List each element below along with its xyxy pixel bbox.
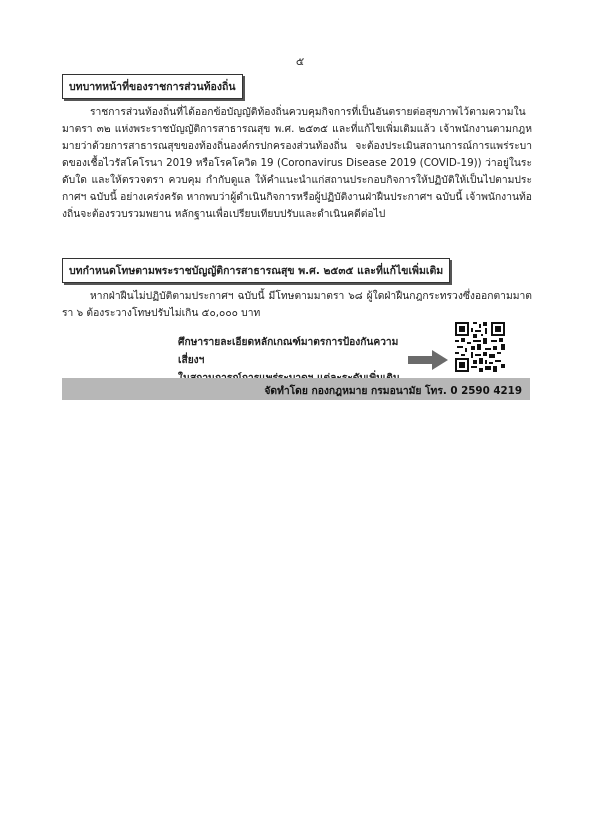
section-paragraph-penalty: หากฝ่าฝืนไม่ปฏิบัติตามประกาศฯ ฉบับนี้ มีโทษตามมาตรา ๖๘ ผู้ใดฝ่าฝืนกฎกระทรวงซึ่งออกตามมาตรา ๖ ต้องระวางโทษปรับไม่เกิน ๕๐,๐๐๐ บาท [62, 290, 532, 319]
arrow-right-icon [408, 350, 448, 370]
section-heading-local-admin: บทบาทหน้าที่ของราชการส่วนท้องถิ่น [62, 74, 243, 99]
page-number: ๕ [295, 55, 305, 68]
section-heading-penalty: บทกำหนดโทษตามพระราชบัญญัติการสาธารณสุข พ.ศ. ๒๕๓๕ และที่แก้ไขเพิ่มเติม [62, 258, 450, 283]
more-info-line-1: ศึกษารายละเอียดหลักเกณฑ์มาตรการป้องกันความเสี่ยงฯ [178, 337, 399, 366]
footer-credit: จัดทำโดย กองกฎหมาย กรมอนามัย โทร. 0 2590 4219 [264, 385, 522, 397]
footer-bar [62, 378, 530, 400]
section-paragraph-local-admin: ราชการส่วนท้องถิ่นที่ได้ออกข้อบัญญัติท้องถิ่นควบคุมกิจการที่เป็นอันตรายต่อสุขภาพไว้ตามความในมาตรา ๓๒ แห่งพระราชบัญญัติการสาธารณสุข พ.ศ. ๒๕๓๕ และที่แก้ไขเพิ่มเติมแล้ว เจ้าพนักงานตามกฎหมายว่าด้วยการสาธารณสุขของท้องถิ่นองค์กรปกครองส่วนท้องถิ่น จะต้องประเมินสถานการณ์การแพร่ระบาดของเชื้อไวรัสโคโรนา 2019 หรือโรคโควิด 19 (Coronavirus Disease 2019 (COVID-19)) ว่าอยู่ในระดับใด และให้ตรวจตรา ควบคุม กำกับดูแล ให้คำแนะนำแก่สถานประกอบกิจการให้ปฏิบัติให้เป็นไปตามประกาศฯ ฉบับนี้ อย่างเคร่งครัด หากพบว่าผู้ดำเนินกิจการหรือผู้ปฏิบัติงานฝ่าฝืนประกาศฯ ฉบับนี้ เจ้าพนักงานท้องถิ่นจะต้องรวบรวมพยาน หลักฐานเพื่อเปรียบเทียบปรับและดำเนินคดีต่อไป [62, 106, 532, 220]
qr-code[interactable] [455, 322, 505, 372]
